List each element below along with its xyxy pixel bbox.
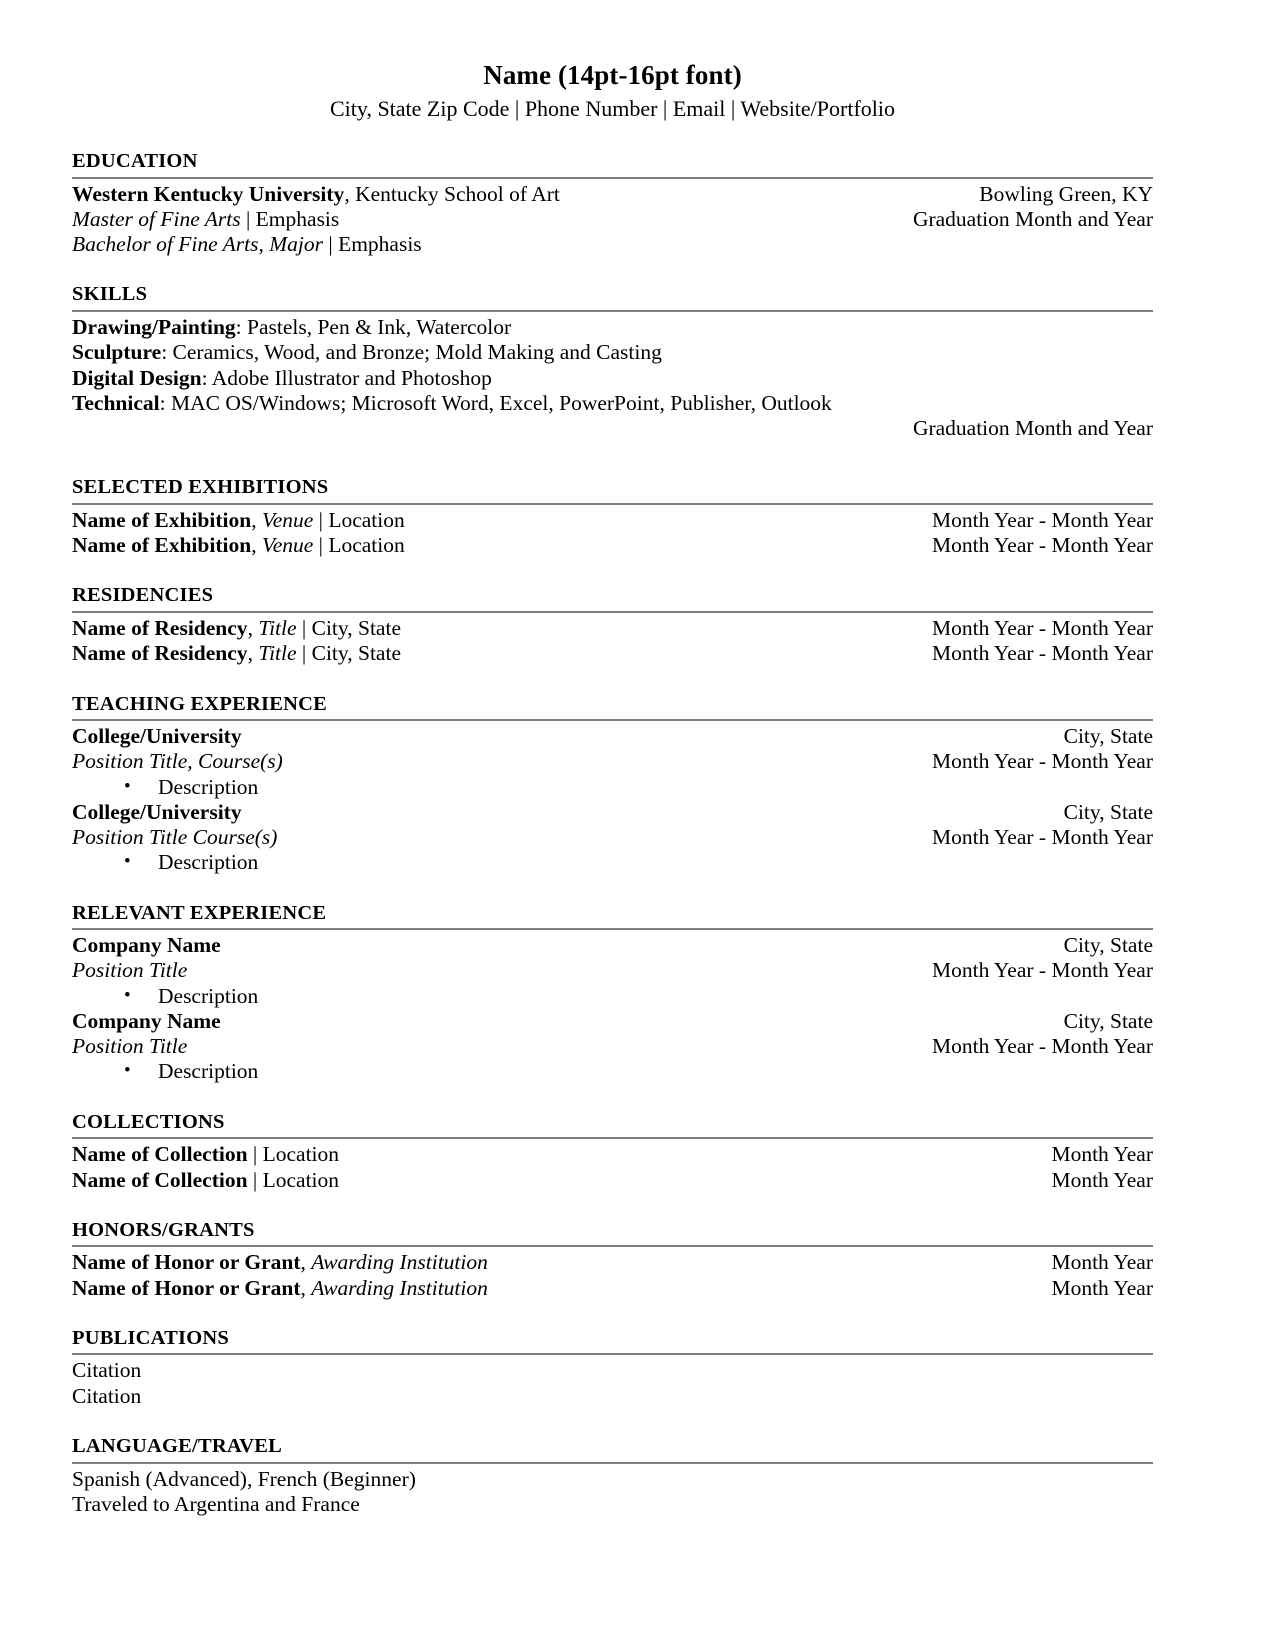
experience-bullet — [72, 1059, 1153, 1084]
bullet-icon: • — [124, 1060, 131, 1082]
education-degree2-name: Bachelor of Fine Arts, Major — [72, 232, 324, 257]
section-relevant-experience — [72, 901, 1153, 1085]
skills-item — [72, 366, 1153, 391]
collection-name: Name of Collection — [72, 1167, 248, 1192]
section-divider — [72, 310, 1153, 312]
section-heading-language-travel: LANGUAGE/TRAVEL — [72, 1434, 282, 1457]
exhibition-date: Month Year - Month Year — [932, 507, 1153, 532]
section-divider — [72, 1245, 1153, 1247]
section-heading-relevant: RELEVANT EXPERIENCE — [72, 901, 327, 924]
spacer — [72, 457, 1153, 475]
honor-date: Month Year — [1051, 1250, 1153, 1275]
section-teaching-experience — [72, 692, 1153, 876]
section-publications — [72, 1326, 1153, 1409]
exhibition-entry — [72, 508, 405, 533]
education-school-row — [72, 182, 1153, 207]
document-header — [72, 58, 1153, 123]
residency-separator: , — [247, 616, 259, 641]
skills-item-label: Technical — [72, 390, 160, 415]
spacer — [72, 683, 1153, 692]
residency-title: Title — [258, 641, 297, 666]
teaching-org-row — [72, 724, 1153, 749]
exhibition-location: | Location — [313, 533, 405, 558]
residency-name: Name of Residency — [72, 616, 248, 641]
education-school — [72, 182, 560, 207]
page-title: Name (14pt-16pt font) — [483, 60, 742, 90]
section-divider — [72, 1137, 1153, 1139]
residency-row — [72, 641, 1153, 666]
teaching-date: Month Year - Month Year — [932, 749, 1153, 774]
education-school-dept: , Kentucky School of Art — [344, 181, 560, 206]
section-residencies — [72, 583, 1153, 666]
bullet-icon: • — [124, 775, 131, 797]
residency-entry — [72, 616, 401, 641]
honor-institution: Awarding Institution — [311, 1275, 488, 1300]
contact-line: City, State Zip Code | Phone Number | Email | Website/Portfolio — [329, 95, 896, 121]
collection-date: Month Year — [1051, 1167, 1153, 1192]
teaching-org — [72, 724, 242, 749]
section-exhibitions — [72, 475, 1153, 558]
honor-name: Name of Honor or Grant — [72, 1275, 301, 1300]
section-education — [72, 149, 1153, 257]
education-school-location: Bowling Green, KY — [979, 181, 1153, 206]
exhibition-row — [72, 508, 1153, 533]
skills-trailing-date: Graduation Month and Year — [912, 416, 1153, 441]
collection-entry — [72, 1142, 339, 1167]
exhibition-date: Month Year - Month Year — [932, 533, 1153, 558]
section-divider — [72, 1353, 1153, 1355]
honor-separator: , — [300, 1250, 312, 1275]
experience-bullet — [72, 984, 1153, 1009]
experience-position-row — [72, 958, 1153, 983]
section-heading-education: EDUCATION — [72, 150, 198, 173]
section-heading-publications: PUBLICATIONS — [72, 1326, 229, 1349]
experience-org-row — [72, 1009, 1153, 1034]
bullet-icon: • — [124, 851, 131, 873]
residency-date: Month Year - Month Year — [932, 616, 1153, 641]
experience-company-name: Company Name — [72, 1008, 221, 1033]
education-degree1-name: Master of Fine Arts — [72, 206, 241, 231]
education-degree2 — [72, 232, 422, 257]
skills-item — [72, 391, 1153, 416]
teaching-bullet — [72, 775, 1153, 800]
experience-bullet-text: Description — [158, 983, 259, 1008]
experience-org-row — [72, 933, 1153, 958]
skills-item — [72, 340, 1153, 365]
teaching-bullet — [72, 850, 1153, 875]
exhibition-name: Name of Exhibition — [72, 533, 252, 558]
teaching-org — [72, 800, 242, 825]
section-divider — [72, 503, 1153, 505]
experience-position-row — [72, 1034, 1153, 1059]
collection-name: Name of Collection — [72, 1142, 248, 1167]
teaching-location: City, State — [1063, 799, 1153, 824]
teaching-position — [72, 749, 283, 774]
section-divider — [72, 177, 1153, 179]
exhibition-location: | Location — [313, 507, 405, 532]
spacer — [72, 273, 1153, 282]
collection-row — [72, 1142, 1153, 1167]
exhibition-venue: Venue — [261, 533, 314, 558]
residency-separator: , — [247, 641, 259, 666]
experience-position-title: Position Title — [72, 1034, 188, 1059]
teaching-org-name: College/University — [72, 724, 242, 749]
exhibition-row — [72, 533, 1153, 558]
skills-item-value: : Pastels, Pen & Ink, Watercolor — [235, 315, 512, 340]
publication-entry: Citation — [72, 1383, 142, 1408]
education-degree1-row — [72, 207, 1153, 232]
education-school-name: Western Kentucky University — [72, 181, 345, 206]
teaching-org-row — [72, 800, 1153, 825]
section-heading-skills: SKILLS — [72, 283, 148, 306]
exhibition-separator: , — [251, 533, 262, 558]
teaching-bullet-text: Description — [158, 850, 259, 875]
section-language-travel — [72, 1434, 1153, 1517]
section-heading-teaching: TEACHING EXPERIENCE — [72, 692, 327, 715]
honor-date: Month Year — [1051, 1275, 1153, 1300]
spacer — [72, 1209, 1153, 1218]
section-heading-honors: HONORS/GRANTS — [72, 1218, 255, 1241]
teaching-bullet-text: Description — [158, 774, 259, 799]
education-degree1-emphasis: | Emphasis — [240, 206, 340, 231]
education-degree1-date: Graduation Month and Year — [912, 206, 1153, 231]
collection-entry — [72, 1168, 339, 1193]
exhibition-entry — [72, 533, 405, 558]
residency-location: | City, State — [296, 616, 401, 641]
exhibition-venue: Venue — [261, 507, 314, 532]
skills-item — [72, 315, 1153, 340]
collection-date: Month Year — [1051, 1142, 1153, 1167]
skills-item-label: Drawing/Painting — [72, 315, 236, 340]
skills-item-value: : Adobe Illustrator and Photoshop — [201, 365, 492, 390]
section-heading-exhibitions: SELECTED EXHIBITIONS — [72, 476, 329, 499]
collection-row — [72, 1168, 1153, 1193]
teaching-position-row — [72, 825, 1153, 850]
residency-location: | City, State — [296, 641, 401, 666]
section-honors-grants — [72, 1218, 1153, 1301]
collection-location: | Location — [247, 1142, 340, 1167]
collection-location: | Location — [247, 1167, 340, 1192]
experience-position — [72, 1034, 187, 1059]
spacer — [72, 1425, 1153, 1434]
travel-entry: Traveled to Argentina and France — [72, 1491, 360, 1516]
skills-item-label: Sculpture — [72, 340, 162, 365]
section-divider — [72, 719, 1153, 721]
section-divider — [72, 611, 1153, 613]
teaching-org-name: College/University — [72, 799, 242, 824]
experience-position-title: Position Title — [72, 958, 188, 983]
exhibition-separator: , — [251, 507, 262, 532]
skills-item-value: : Ceramics, Wood, and Bronze; Mold Making and Casting — [161, 340, 662, 365]
publication-entry: Citation — [72, 1358, 142, 1383]
honor-separator: , — [300, 1275, 312, 1300]
section-divider — [72, 928, 1153, 930]
section-divider — [72, 1462, 1153, 1464]
residency-entry — [72, 641, 401, 666]
section-skills — [72, 282, 1153, 441]
skills-trailing-date-row — [72, 416, 1153, 441]
teaching-position-title: Position Title, Course(s) — [72, 749, 283, 774]
experience-bullet-text: Description — [158, 1059, 259, 1084]
residency-title: Title — [258, 616, 297, 641]
honor-row — [72, 1250, 1153, 1275]
teaching-position-row — [72, 749, 1153, 774]
experience-date: Month Year - Month Year — [932, 1034, 1153, 1059]
education-degree1 — [72, 207, 339, 232]
spacer — [72, 892, 1153, 901]
spacer — [72, 1101, 1153, 1110]
education-degree2-emphasis: | Emphasis — [323, 232, 422, 257]
experience-location: City, State — [1063, 1008, 1153, 1033]
skills-item-label: Digital Design — [72, 365, 202, 390]
bullet-icon: • — [124, 984, 131, 1006]
education-degree2-row — [72, 232, 1153, 257]
experience-date: Month Year - Month Year — [932, 958, 1153, 983]
spacer — [72, 1317, 1153, 1326]
section-heading-collections: COLLECTIONS — [72, 1110, 225, 1133]
residency-name: Name of Residency — [72, 641, 248, 666]
language-entry: Spanish (Advanced), French (Beginner) — [72, 1466, 416, 1491]
honor-entry — [72, 1276, 488, 1301]
experience-org — [72, 933, 221, 958]
honor-institution: Awarding Institution — [311, 1250, 488, 1275]
honor-name: Name of Honor or Grant — [72, 1250, 301, 1275]
spacer — [72, 574, 1153, 583]
exhibition-name: Name of Exhibition — [72, 507, 252, 532]
section-collections — [72, 1110, 1153, 1193]
experience-company-name: Company Name — [72, 933, 221, 958]
experience-location: City, State — [1063, 933, 1153, 958]
residency-date: Month Year - Month Year — [932, 641, 1153, 666]
section-heading-residencies: RESIDENCIES — [72, 584, 214, 607]
skills-item-value: : MAC OS/Windows; Microsoft Word, Excel, PowerPoint, Publisher, Outlook — [159, 390, 832, 415]
experience-position — [72, 958, 187, 983]
honor-entry — [72, 1250, 488, 1275]
experience-org — [72, 1009, 221, 1034]
teaching-position-title: Position Title Course(s) — [72, 825, 278, 850]
teaching-location: City, State — [1063, 724, 1153, 749]
honor-row — [72, 1276, 1153, 1301]
residency-row — [72, 616, 1153, 641]
teaching-date: Month Year - Month Year — [932, 825, 1153, 850]
teaching-position — [72, 825, 277, 850]
